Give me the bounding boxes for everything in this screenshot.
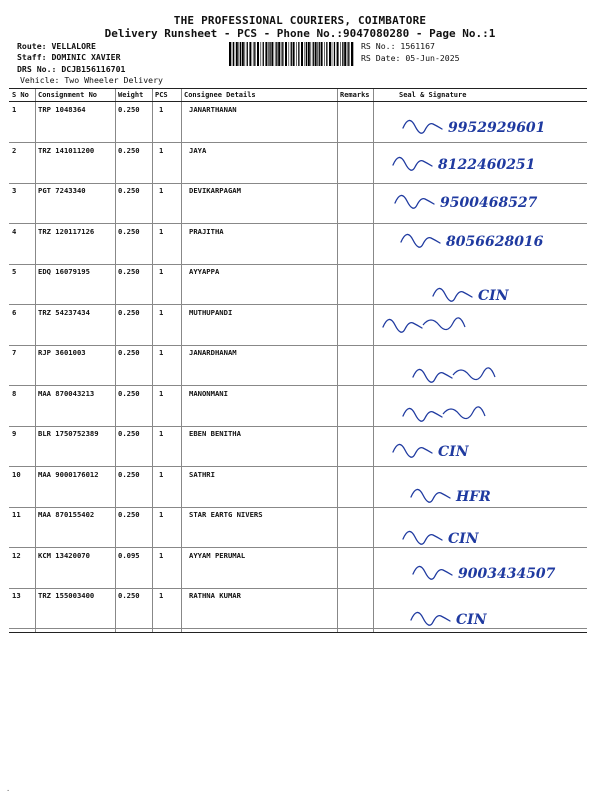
handwritten-signature: [373, 102, 587, 142]
handwritten-signature: [373, 183, 587, 223]
cell-consignee: SATHRI: [189, 469, 215, 479]
cell-consignee: MUTHUPANDI: [189, 307, 233, 317]
cell-pcs: 1: [159, 145, 164, 155]
cell-consignee: STAR EARTG NIVERS: [189, 510, 263, 519]
cell-consignment: MAA 9000176012: [38, 469, 99, 479]
cell-sno: 2: [12, 145, 17, 155]
cell-consignment: TRP 1048364: [38, 105, 86, 114]
cell-consignee: JANARTHANAN: [189, 105, 237, 114]
signature-text: 9952929601: [448, 120, 546, 136]
cell-consignee: AYYAPPA: [189, 267, 220, 276]
cell-pcs: 1: [159, 388, 164, 398]
col-remarks: Remarks: [340, 91, 370, 99]
signature-text: CIN: [438, 444, 469, 460]
table-row: [9, 183, 587, 224]
table-row: [9, 588, 587, 629]
cell-consignment: KCM 13420070: [38, 550, 90, 560]
cell-consignee: PRAJITHA: [189, 226, 224, 236]
cell-consignment: MAA 870155402: [38, 510, 95, 519]
handwritten-signature: [373, 305, 587, 345]
cell-consignment: EDQ 16079195: [38, 267, 90, 276]
cell-pcs: 1: [159, 591, 164, 600]
handwritten-signature: [373, 386, 587, 426]
handwritten-signature: [373, 467, 587, 507]
handwritten-signature: [373, 588, 587, 628]
cell-sno: 9: [12, 429, 17, 438]
col-pcs: PCS: [155, 91, 168, 99]
cell-pcs: 1: [159, 469, 164, 479]
cell-weight: 0.250: [118, 591, 140, 600]
table-row: [9, 426, 587, 467]
cell-consignee: EBEN BENITHA: [189, 429, 241, 438]
cell-sno: 3: [12, 186, 17, 195]
cell-consignment: RJP 3601003: [38, 348, 86, 357]
rs-date: RS Date: 05-Jun-2025: [361, 53, 460, 63]
signature-text: 9500468527: [440, 195, 538, 211]
cell-consignment: TRZ 141011200: [38, 145, 95, 155]
handwritten-signature: [373, 224, 587, 264]
cell-consignee: JAYA: [189, 145, 207, 155]
rs-number: RS No.: 1561167: [361, 41, 435, 51]
cell-sno: 6: [12, 307, 17, 317]
cell-consignment: TRZ 54237434: [38, 307, 90, 317]
cell-weight: 0.250: [118, 307, 140, 317]
cell-consignment: TRZ 155003400: [38, 591, 95, 600]
table-row: [9, 467, 587, 508]
drs-label: DRS No.: DCJB156116701: [17, 64, 126, 74]
table-row: [9, 305, 587, 346]
runsheet-table: [9, 88, 587, 633]
cell-pcs: 1: [159, 307, 164, 317]
col-consignee: Consignee Details: [184, 91, 256, 99]
cell-weight: 0.250: [118, 186, 140, 195]
signature-text: 8056628016: [446, 233, 544, 250]
cell-consignment: MAA 870043213: [38, 388, 95, 398]
handwritten-signature: [373, 548, 587, 588]
cell-consignment: PGT 7243340: [38, 186, 86, 195]
cell-sno: 12: [12, 550, 21, 560]
cell-consignee: RATHNA KUMAR: [189, 591, 241, 600]
table-row: [9, 386, 587, 427]
signature-text: CIN: [456, 612, 487, 628]
col-consignment: Consignment No: [38, 91, 98, 99]
vehicle-label: Vehicle: Two Wheeler Delivery: [20, 75, 163, 85]
table-header: [9, 89, 587, 102]
page-mark: ·: [6, 787, 11, 795]
staff-label: Staff: DOMINIC XAVIER: [17, 52, 121, 62]
table-row: [9, 143, 587, 184]
table-row: [9, 102, 587, 143]
col-weight: Weight: [118, 91, 144, 99]
table-row: [9, 345, 587, 386]
signature-text: CIN: [448, 531, 479, 547]
col-sno: S No: [12, 91, 29, 99]
cell-consignee: JANARDHANAM: [189, 348, 237, 357]
cell-weight: 0.250: [118, 145, 140, 155]
cell-consignment: TRZ 120117126: [38, 226, 95, 236]
cell-sno: 7: [12, 348, 17, 357]
barcode: [229, 42, 354, 66]
table-row: [9, 224, 587, 265]
cell-pcs: 1: [159, 186, 164, 195]
signature-text: CIN: [478, 288, 509, 304]
cell-pcs: 1: [159, 267, 164, 276]
cell-sno: 10: [12, 469, 21, 479]
cell-weight: 0.250: [118, 348, 140, 357]
signature-text: 8122460251: [438, 156, 536, 173]
cell-sno: 5: [12, 267, 17, 276]
cell-sno: 13: [12, 591, 21, 600]
cell-pcs: 1: [159, 226, 164, 236]
col-seal-signature: Seal & Signature: [399, 91, 467, 99]
cell-pcs: 1: [159, 550, 164, 560]
cell-weight: 0.250: [118, 105, 140, 114]
handwritten-signature: [373, 426, 587, 466]
route-label: Route: VELLALORE: [17, 41, 96, 51]
cell-pcs: 1: [159, 105, 164, 114]
table-row: [9, 548, 587, 589]
cell-sno: 4: [12, 226, 17, 236]
cell-consignment: BLR 1750752389: [38, 429, 99, 438]
cell-weight: 0.250: [118, 226, 140, 236]
cell-weight: 0.250: [118, 469, 140, 479]
signature-text: 9003434507: [458, 565, 556, 582]
table-row: [9, 507, 587, 548]
cell-consignee: MANONMANI: [189, 388, 228, 398]
cell-weight: 0.095: [118, 550, 140, 560]
runsheet-subtitle: Delivery Runsheet - PCS - Phone No.:9047080280 - Page No.:1: [104, 27, 496, 40]
cell-weight: 0.250: [118, 388, 140, 398]
company-title: THE PROFESSIONAL COURIERS, COIMBATORE: [173, 14, 427, 27]
handwritten-signature: [373, 143, 587, 183]
handwritten-signature: [373, 345, 587, 385]
cell-weight: 0.250: [118, 267, 140, 276]
cell-sno: 11: [12, 510, 21, 519]
cell-pcs: 1: [159, 348, 164, 357]
cell-pcs: 1: [159, 429, 164, 438]
cell-weight: 0.250: [118, 429, 140, 438]
cell-consignee: AYYAM PERUMAL: [189, 550, 246, 560]
cell-weight: 0.250: [118, 510, 140, 519]
cell-sno: 8: [12, 388, 17, 398]
cell-sno: 1: [12, 105, 17, 114]
table-row: [9, 264, 587, 305]
signature-text: HFR: [456, 488, 491, 505]
cell-consignee: DEVIKARPAGAM: [189, 186, 241, 195]
handwritten-signature: [373, 264, 587, 304]
handwritten-signature: [373, 507, 587, 547]
cell-pcs: 1: [159, 510, 164, 519]
